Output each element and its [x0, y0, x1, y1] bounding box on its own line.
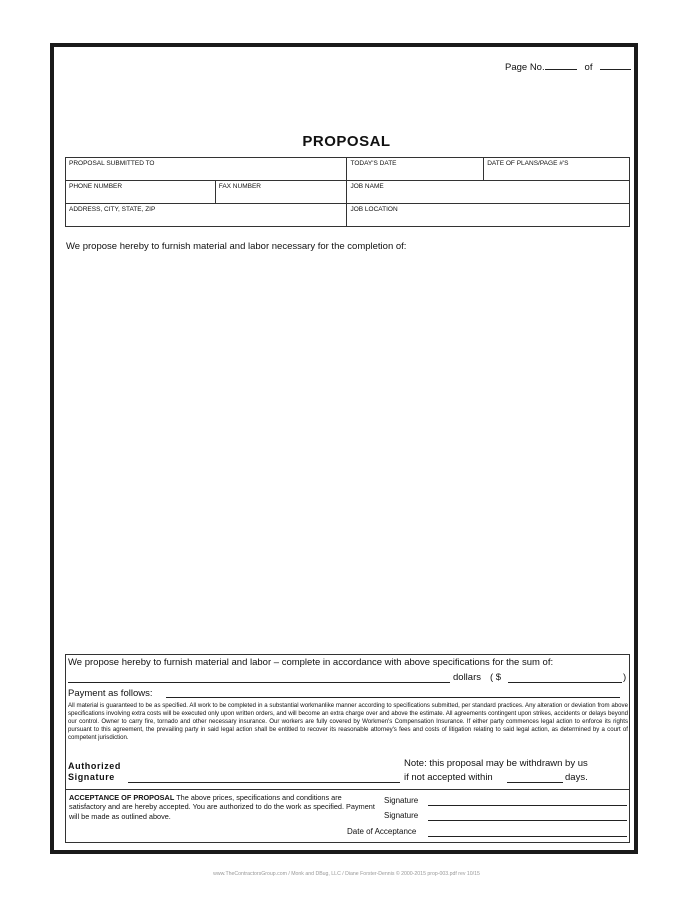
- page-of-label: of: [584, 62, 593, 73]
- withdrawal-note-suffix: days.: [565, 772, 588, 783]
- withdrawal-days-line[interactable]: [507, 782, 563, 783]
- dollar-paren-open: ( $: [490, 672, 502, 683]
- page-number-field: [505, 60, 631, 73]
- authorized-label: Authorized: [68, 761, 121, 771]
- acceptance-paragraph: [69, 793, 379, 821]
- sum-statement: We propose hereby to furnish material and labor – complete in accordance with above specifications for the sum of:: [68, 657, 554, 668]
- proposal-submitted-to-field[interactable]: [66, 158, 347, 181]
- fax-number-label: FAX NUMBER: [218, 183, 261, 190]
- withdrawal-note-line1: Note: this proposal may be withdrawn by us: [404, 758, 588, 769]
- payment-terms-line[interactable]: [166, 697, 620, 698]
- date-of-acceptance-line[interactable]: [428, 836, 627, 837]
- customer-signature-label-1: Signature: [384, 796, 419, 805]
- withdrawal-note-prefix: if not accepted within: [404, 772, 493, 783]
- fax-number-field[interactable]: [215, 181, 347, 204]
- page-total-blank[interactable]: [600, 60, 631, 70]
- terms-fine-print: All material is guaranteed to be as specified. All work to be completed in a substantial workmanlike manner according to specifications submitted, per standard practices. Any alteration or deviation from above specifications involving extra costs will be executed only upon written orders, and will become an extra charge over and above the estimate. All agreements contingent upon strikes, accidents or delays beyond our control. Owner to carry fire, tornado and other necessary insurance. Our workers are fully covered by Workmen's Compensation Insurance. If either party commences legal action to enforce its rights pursuant to this agreement, the prevailing party in said legal action shall be entitled to recover its reasonable attorney's fees and costs of litigation relating to said legal action, as determined by a court of competent jurisdiction.: [68, 702, 628, 741]
- payment-label: Payment as follows:: [68, 688, 153, 699]
- todays-date-label: TODAY'S DATE: [350, 160, 397, 167]
- amount-number-line[interactable]: [508, 682, 622, 683]
- phone-number-field[interactable]: [66, 181, 216, 204]
- address-field[interactable]: [66, 204, 347, 227]
- job-location-label: JOB LOCATION: [350, 206, 398, 213]
- acceptance-text: The above prices, specifications and conditions are satisfactory and are hereby accepted. You are authorized to do the work as specified. Payment will be made as outlined above.: [69, 793, 375, 821]
- document-title: PROPOSAL: [302, 133, 391, 150]
- customer-signature-line-1[interactable]: [428, 805, 627, 806]
- authorized-signature-line[interactable]: [128, 782, 400, 783]
- date-of-plans-label: DATE OF PLANS/PAGE #'S: [487, 160, 569, 167]
- job-name-field[interactable]: [347, 181, 630, 204]
- customer-signature-label-2: Signature: [384, 811, 419, 820]
- job-name-label: JOB NAME: [350, 183, 384, 190]
- authorized-signature-label: Signature: [68, 772, 115, 782]
- job-location-field[interactable]: [347, 204, 630, 227]
- date-of-plans-field[interactable]: [484, 158, 630, 181]
- acceptance-separator: [66, 789, 629, 790]
- phone-number-label: PHONE NUMBER: [69, 183, 123, 190]
- proposal-submitted-to-label: PROPOSAL SUBMITTED TO: [69, 160, 155, 167]
- dollars-label: dollars: [453, 672, 481, 683]
- todays-date-field[interactable]: [347, 158, 484, 181]
- page-no-blank[interactable]: [545, 60, 577, 70]
- address-label: ADDRESS, CITY, STATE, ZIP: [69, 206, 156, 213]
- amount-words-line[interactable]: [68, 682, 450, 683]
- acceptance-heading: ACCEPTANCE OF PROPOSAL: [69, 793, 175, 802]
- work-description-intro: We propose hereby to furnish material and labor necessary for the completion of:: [66, 241, 407, 252]
- proposal-info-table: [65, 157, 630, 227]
- date-of-acceptance-label: Date of Acceptance: [347, 827, 417, 836]
- page-no-label: Page No.: [505, 62, 545, 73]
- dollar-paren-close: ): [623, 672, 627, 683]
- customer-signature-line-2[interactable]: [428, 820, 627, 821]
- footer-credit: www.TheContractorsGroup.com / Monk and DBug, LLC / Diane Forster-Dennis © 2000-2015 prop-003.pdf rev 10/15: [213, 871, 480, 877]
